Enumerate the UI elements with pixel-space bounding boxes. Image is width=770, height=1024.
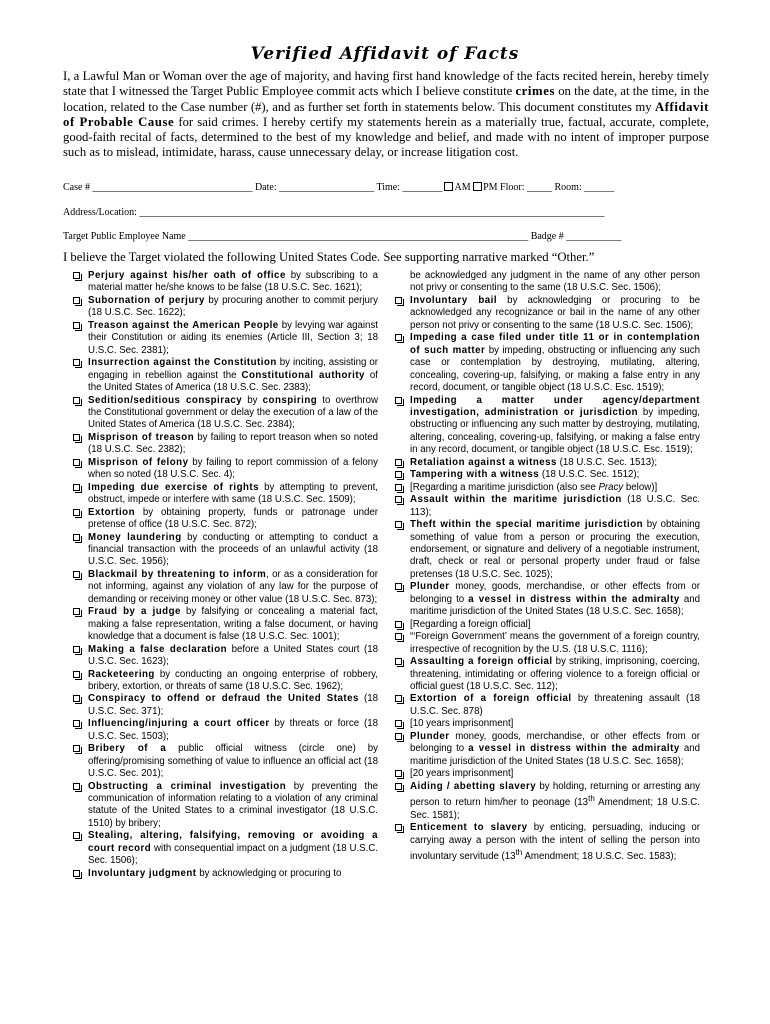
violation-text: by falsifying or concealing a material fact, making a false representation, writing a false document, or having knowledge that a document is false (18 U.S.C. Sec. 1001); xyxy=(88,606,378,643)
violation-item xyxy=(394,395,700,457)
violation-sup: th xyxy=(515,848,523,858)
violation-text: (18 U.S.C. Sec. 371); xyxy=(88,693,378,717)
continuation-text: be acknowledged any judgment in the name of any other person not privy or consenting to the same (18 U.S.C. Sec. 1506); xyxy=(410,270,700,294)
violation-text: (18 U.S.C. Sec. 113); xyxy=(410,494,700,518)
violation-text: by levying war against their Constitution or aiding its enemies (Article III, Section 3; 18 U.S.C. Sec. 2381); xyxy=(88,319,378,356)
checkbox[interactable] xyxy=(395,297,402,304)
am-label: AM xyxy=(454,182,471,193)
violation-title: Impeding due exercise of rights xyxy=(88,481,260,493)
time-field[interactable]: Time: ________ xyxy=(376,182,443,193)
violation-item xyxy=(394,718,700,730)
checkbox[interactable] xyxy=(395,633,402,640)
violation-title: Blackmail by threatening to inform xyxy=(88,568,267,580)
violation-text: (18 U.S.C. Sec. 1512); xyxy=(539,469,640,481)
violation-item xyxy=(394,768,700,780)
checkbox[interactable] xyxy=(73,434,80,441)
violation-text: money, goods, merchandise, or other effects from or belonging to xyxy=(410,730,700,755)
violation-text: [20 years imprisonment] xyxy=(410,768,514,780)
intro-text-1: I, a Lawful Man or Woman over the age of majority, and having first hand knowledge of the facts recited herein, hereby timely state that I witnessed the Target Public Employee commit acts which I believe constitute xyxy=(63,69,709,99)
violation-title: Conspiracy to offend or defraud the United States xyxy=(88,693,359,705)
pm-floor-field[interactable]: PM Floor: _____ xyxy=(483,182,552,193)
violation-text: [Regarding a foreign official] xyxy=(410,618,531,630)
violation-text: by inciting, assisting or engaging in rebellion against the xyxy=(88,357,378,381)
date-field[interactable]: Date: ___________________ xyxy=(254,182,375,193)
violation-title: Stealing, altering, falsifying, removing or avoiding a court record xyxy=(88,830,378,854)
checkbox[interactable] xyxy=(395,459,402,466)
checkbox[interactable] xyxy=(395,720,402,727)
violation-item xyxy=(72,669,378,694)
violation-title: Sedition/seditious conspiracy xyxy=(88,394,243,406)
violation-item xyxy=(394,693,700,718)
violation-text: by subscribing to a material matter he/she knows to be false (18 U.S.C. Sec. 1621); xyxy=(88,270,378,294)
violation-item xyxy=(72,270,378,295)
checkbox[interactable] xyxy=(395,733,402,740)
violation-text: before a United States court (18 U.S.C. Sec. 1623); xyxy=(88,643,378,668)
violation-text: [Regarding a maritime jurisdiction (also see xyxy=(410,481,599,493)
right-column xyxy=(394,270,700,864)
violation-title: Making a false declaration xyxy=(88,643,228,655)
checkbox[interactable] xyxy=(395,334,402,341)
violation-item xyxy=(72,606,378,643)
violation-text: by conducting an ongoing enterprise of robbery, bribery, extortion, or threats of same (18 U.S.C. Sec. 1962); xyxy=(88,668,378,692)
violation-item xyxy=(72,644,378,669)
violation-title: Impeding a case filed under title 11 or in contemplation of such matter xyxy=(410,332,700,356)
violation-text: by striking, imprisoning, coercing, threatening, intimidating or offering violence to a foreign official or official guest (18 U.S.C. Sec. 112); xyxy=(410,656,700,692)
violation-item xyxy=(72,432,378,457)
violation-title: Enticement to slavery xyxy=(410,822,528,834)
violation-item xyxy=(72,532,378,569)
violation-item xyxy=(72,507,378,532)
violation-text: by threats or force (18 U.S.C. Sec. 1503); xyxy=(88,718,378,742)
violation-text: by preventing the communication of information relating to a violation of any criminal statute of the United States to a criminal investigator (18 U.S.C. 1510) by bribery; xyxy=(88,780,378,829)
violation-title: Assault within the maritime jurisdiction xyxy=(410,494,622,506)
violation-title: Impeding a matter under agency/department investigation, administration or jurisdiction xyxy=(410,394,700,418)
violation-emphasis: a vessel in distress within the admiralty xyxy=(468,743,680,755)
violation-text-cont: and maritime jurisdiction of the United States (18 U.S.C. Sec. 1658); xyxy=(410,593,700,618)
case-number-field[interactable]: Case # ________________________________ xyxy=(63,182,253,193)
violation-item xyxy=(72,482,378,507)
violation-title: Racketeering xyxy=(88,668,155,680)
checkbox[interactable] xyxy=(73,608,80,615)
violation-text-cont: of the United States of America (18 U.S.C. Sec. 2383); xyxy=(88,369,378,394)
violation-text: by failing to report commission of a felony when so noted (18 U.S.C. Sec. 4); xyxy=(88,456,378,481)
violation-text: by failing to report treason when so noted (18 U.S.C. Sec. 2382); xyxy=(88,431,378,456)
checkbox[interactable] xyxy=(395,484,402,491)
checkbox[interactable] xyxy=(73,534,80,541)
checkbox[interactable] xyxy=(73,870,80,877)
checkbox[interactable] xyxy=(395,583,402,590)
checkbox[interactable] xyxy=(395,824,402,831)
violation-item xyxy=(72,718,378,743)
checkbox[interactable] xyxy=(73,646,80,653)
checkbox[interactable] xyxy=(73,322,80,329)
checkbox[interactable] xyxy=(73,671,80,678)
violation-title: Influencing/injuring a court officer xyxy=(88,718,270,730)
case-date-time-line xyxy=(63,182,709,194)
violation-item xyxy=(72,693,378,718)
violation-text-cont: below)] xyxy=(623,481,658,493)
violation-text: by xyxy=(242,394,263,406)
violation-text-cont: and maritime jurisdiction of the United States (18 U.S.C. Sec. 1658); xyxy=(410,743,700,767)
violation-text: by impeding, obstructing or influencing any such matter by destroying, mutilating, altering, concealing, covering-up, falsifying, or making a false entry in any record, document, or tangible object (18 U.S.C. Esc. 1519); xyxy=(410,406,701,456)
room-field[interactable]: Room: ______ xyxy=(554,182,615,193)
violation-item xyxy=(72,457,378,482)
violation-title: Money laundering xyxy=(88,531,182,543)
violation-item xyxy=(72,569,378,606)
violation-text: by obtaining property, funds or patronage under pretense of office (18 U.S.C. Sec. 872); xyxy=(88,506,378,531)
violation-title: Misprison of felony xyxy=(88,456,189,468)
violation-item xyxy=(72,320,378,357)
checkbox[interactable] xyxy=(395,521,402,528)
violation-title: Plunder xyxy=(410,730,450,742)
violation-text: “‘Foreign Government’ means the government of a foreign country, irrespective of recognition by the U.S. (18 U.S.C. 1116); xyxy=(410,631,700,655)
violation-title: Subornation of perjury xyxy=(88,294,205,306)
violation-item xyxy=(394,494,700,519)
checkbox[interactable] xyxy=(73,359,80,366)
checkbox[interactable] xyxy=(395,471,402,478)
intro-crimes: crimes xyxy=(515,84,555,99)
violation-text: by threatening assault (18 U.S.C. Sec. 878) xyxy=(410,693,700,717)
violation-title: Insurrection against the Constitution xyxy=(88,357,277,369)
violation-title: Retaliation against a witness xyxy=(410,456,557,468)
violation-item xyxy=(72,357,378,394)
violation-item xyxy=(394,731,700,768)
violation-text: public official witness (circle one) by offering/promising something of value to influence an official act (18 U.S.C. Sec. 201); xyxy=(88,743,378,780)
checkbox[interactable] xyxy=(73,397,80,404)
violation-item xyxy=(72,830,378,867)
badge-field[interactable]: Badge # ___________ xyxy=(530,231,622,242)
violation-emphasis: Constitutional authority xyxy=(241,369,365,381)
violation-item xyxy=(72,781,378,831)
employee-name-field[interactable]: Target Public Employee Name ____________________________________________________________________ xyxy=(63,231,529,242)
violation-text: by procuring another to commit perjury (18 U.S.C. Sec. 1622); xyxy=(88,294,379,319)
violation-item xyxy=(72,395,378,432)
violation-title: Extortion of a foreign official xyxy=(410,693,572,705)
violation-title: Assaulting a foreign official xyxy=(410,656,553,668)
checkbox[interactable] xyxy=(73,745,80,752)
violation-item xyxy=(394,469,700,481)
violation-item xyxy=(394,822,700,864)
violation-item xyxy=(394,332,700,394)
violation-emphasis: conspiring xyxy=(262,394,318,406)
checkbox[interactable] xyxy=(73,783,80,790)
violation-item xyxy=(394,295,700,332)
violation-title: Theft within the special maritime jurisdiction xyxy=(410,519,644,531)
violation-text: by obtaining something of value from a person or procuring the execution, endorsement, or signature and delivery of a negotiable instrument, draft, check or real or personal property under fraud or false pretenses (18 U.S.C. Sec. 1025); xyxy=(410,519,700,580)
violation-text: by conducting or attempting to conduct a financial transaction with the proceeds of an unlawful activity (18 U.S.C. Sec. 1956); xyxy=(88,531,378,568)
checkbox[interactable] xyxy=(395,397,402,404)
intro-paragraph xyxy=(63,69,709,161)
violation-text: by acknowledging or procuring to be acknowledged any recognizance or bail in the name of any other person not privy or consenting to the same (18 U.S.C. Sec. 1506); xyxy=(410,294,701,331)
violation-title: Treason against the American People xyxy=(88,319,279,331)
violation-title: Bribery of a xyxy=(88,743,167,755)
violation-text: with consequential impact on a judgment (18 U.S.C. Sec. 1506); xyxy=(88,842,379,867)
violation-sup: th xyxy=(588,794,595,804)
violation-italic: Pracy xyxy=(598,481,624,493)
violation-title: Fraud by a judge xyxy=(88,606,181,618)
violation-title: Tampering with a witness xyxy=(410,469,540,481)
violation-item xyxy=(394,631,700,656)
employee-line xyxy=(63,231,709,243)
document-title: Verified Affidavit of Facts xyxy=(250,44,520,64)
violation-title: Obstructing a criminal investigation xyxy=(88,780,287,792)
violation-item xyxy=(72,868,378,880)
violation-text-cont: Amendment; 18 U.S.C. Sec. 1581); xyxy=(410,797,700,821)
checkbox[interactable] xyxy=(395,621,402,628)
violation-title: Involuntary bail xyxy=(410,294,498,306)
violation-text: by holding, returning or arresting any person to return him/her to peonage (13 xyxy=(410,780,700,809)
believe-statement: I believe the Target violated the following United States Code. See supporting narrative marked “Other.” xyxy=(63,250,595,264)
violation-title: Plunder xyxy=(410,581,450,593)
checkbox[interactable] xyxy=(73,297,80,304)
violation-item xyxy=(394,619,700,631)
intro-text-3: for said crimes. I hereby certify my statements herein as a materially true, factual, accurate, complete, good-faith recital of facts, determined to the best of my knowledge and belief, and made with no intent of improper purpose such as to mislead, intimidate, harass, cause unnecessary delay, or increase litigation cost. xyxy=(63,114,709,160)
violation-text-cont: to overthrow the Constitutional government or delay the execution of a law of the United States of America (18 U.S.C. Sec. 2384); xyxy=(88,394,378,431)
violation-item xyxy=(72,743,378,780)
checkbox[interactable] xyxy=(395,783,402,790)
checkbox[interactable] xyxy=(73,484,80,491)
checkbox[interactable] xyxy=(73,695,80,702)
violation-item xyxy=(394,482,700,494)
violation-text: money, goods, merchandise, or other effects from or belonging to xyxy=(410,581,700,605)
violation-text: , or as a consideration for not informing, against any violation of any law for the purpose of demanding or receiving money or other value (18 U.S.C. Sec. 873); xyxy=(88,568,378,605)
am-checkbox[interactable] xyxy=(444,182,453,191)
checkbox[interactable] xyxy=(395,658,402,665)
checkbox[interactable] xyxy=(73,509,80,516)
checkbox[interactable] xyxy=(395,770,402,777)
violation-title: Involuntary judgment xyxy=(88,867,197,879)
checkbox[interactable] xyxy=(395,496,402,503)
violation-item xyxy=(394,581,700,618)
violation-text: by acknowledging or procuring to xyxy=(196,867,342,879)
checkbox[interactable] xyxy=(73,272,80,279)
left-column xyxy=(72,270,378,880)
violation-text: (18 U.S.C. Sec. 1513); xyxy=(556,456,658,468)
checkbox[interactable] xyxy=(73,571,80,578)
violation-text: by enticing, persuading, inducing or carrying away a person with the intent of selling the person into involuntary servitude (13 xyxy=(410,822,700,863)
violation-title: Misprison of treason xyxy=(88,431,195,443)
address-field[interactable]: Address/Location: _____________________________________________________________________________________________ xyxy=(63,207,605,218)
violation-item xyxy=(394,457,700,469)
violation-text: by attempting to prevent, obstruct, impede or interfere with same (18 U.S.C. Sec. 1509); xyxy=(88,481,378,506)
violation-text-cont: Amendment; 18 U.S.C. Sec. 1583); xyxy=(522,851,677,863)
checkbox[interactable] xyxy=(73,720,80,727)
checkbox[interactable] xyxy=(395,695,402,702)
violation-emphasis: a vessel in distress within the admiralty xyxy=(468,593,680,605)
violation-title: Extortion xyxy=(88,506,136,518)
violation-item xyxy=(72,295,378,320)
violation-item xyxy=(394,519,700,581)
violation-text: by impeding, obstructing or influencing any such case or contemplation by destroying, mutilating, altering, concealing, covering-up, falsifying, or making a false entry in any record, document, or tangible object (18 U.S.C. Esc. 1519); xyxy=(410,344,701,394)
pm-checkbox[interactable] xyxy=(473,182,482,191)
checkbox[interactable] xyxy=(73,459,80,466)
violation-title: Aiding / abetting slavery xyxy=(410,780,537,792)
violation-title: Perjury against his/her oath of office xyxy=(88,270,286,281)
violation-item xyxy=(394,656,700,693)
intro-text-2: on the date, at the time, in the location, related to the Case number (#), and as further set forth in statements below. This document constitutes my xyxy=(63,84,709,114)
intro-affidavit: Affidavit of Probable Cause xyxy=(63,99,709,129)
violation-text: [10 years imprisonment] xyxy=(410,718,514,730)
violation-item xyxy=(394,781,700,823)
checkbox[interactable] xyxy=(73,832,80,839)
